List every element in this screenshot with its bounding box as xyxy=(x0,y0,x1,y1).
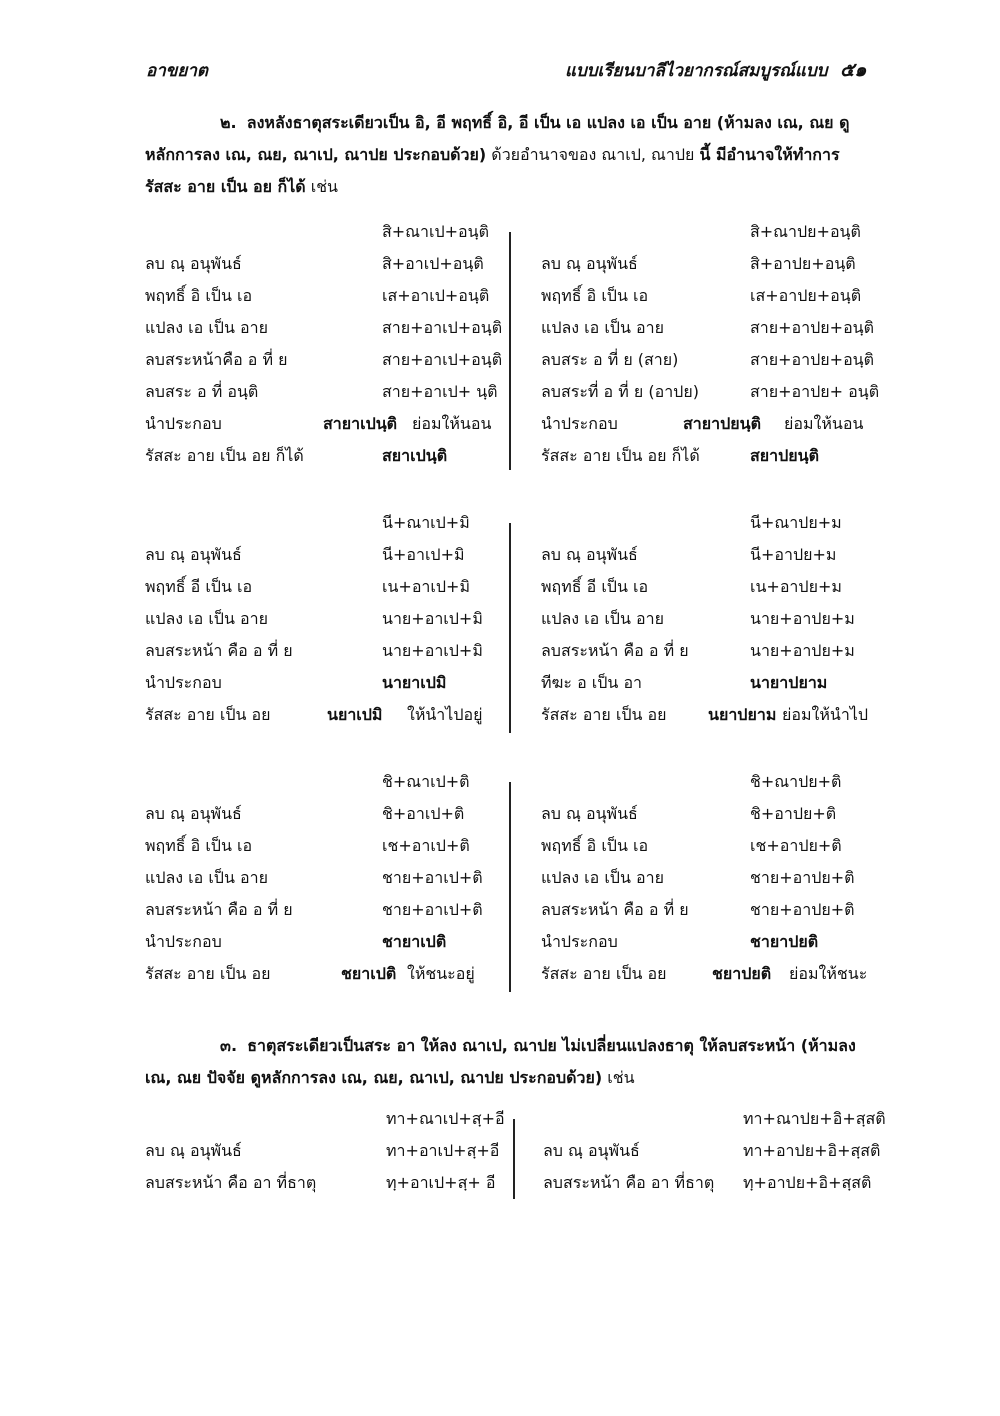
rule-2-text-2: นี้ มีอำนาจให้ทำการรัสสะ อาย เป็น อย ก็ได้ xyxy=(145,145,840,196)
step-value: ทฺ+อาเป+สฺ+ อี xyxy=(386,1173,496,1192)
step-label: ลบสระที่ อ ที่ ย (อาปย) xyxy=(541,382,699,401)
rassa-label: รัสสะ อาย เป็น อย ก็ได้ xyxy=(541,446,700,465)
rule-2-text: ลงหลังธาตุสระเดียวเป็น อิ, อี พฤทธิ์ อิ, อี เป็น เอ แปลง เอ เป็น อาย (ห้ามลง เณ, ณย ดูหลักการลง เณ, ณย, ณาเป, ณาปย ประกอบด้วย) xyxy=(145,113,850,164)
step-label: ลบสระหน้า คือ อา ที่ธาตุ xyxy=(145,1173,317,1192)
word-meaning: ย่อมให้ชนะ xyxy=(789,964,868,983)
step-value: ชาย+อาปย+ติ xyxy=(750,868,855,887)
rassa-label: รัสสะ อาย เป็น อย xyxy=(145,964,271,983)
rassa-label: รัสสะ อาย เป็น อย xyxy=(145,705,271,724)
block-1 xyxy=(145,220,880,480)
step-value: สาย+อาปย+อนฺติ xyxy=(750,318,874,337)
combine-label: ทีฆะ อ เป็น อา xyxy=(541,673,643,692)
combine-label: นำประกอบ xyxy=(145,673,222,692)
combined-word: สายาเปนฺติ xyxy=(323,414,398,433)
rassa-word: นยาปยาม xyxy=(708,705,777,724)
step-label: ลบสระหน้า คือ อา ที่ธาตุ xyxy=(543,1173,715,1192)
rassa-word: ชยาปยติ xyxy=(712,964,772,983)
block-4 xyxy=(145,1107,886,1207)
rule-2-plain-2: เช่น xyxy=(305,177,338,196)
rassa-word: นยาเปมิ xyxy=(327,705,383,724)
combined-word: ชายาเปติ xyxy=(382,932,447,951)
derivation-start: สิ+ณาปย+อนฺติ xyxy=(750,222,861,241)
derivation-start: สิ+ณาเป+อนฺติ xyxy=(382,222,489,241)
step-label: ลบ ณฺ อนุพันธ์ xyxy=(145,804,242,823)
step-value: นี+อาปย+ม xyxy=(750,545,837,564)
step-value: ชาย+อาเป+ติ xyxy=(382,868,483,887)
step-value: เส+อาปย+อนฺติ xyxy=(750,286,862,305)
step-label: แปลง เอ เป็น อาย xyxy=(145,318,268,337)
rule-3-plain: เช่น xyxy=(602,1068,635,1087)
word-meaning: ย่อมให้นอน xyxy=(784,414,864,433)
step-value: เน+อาปย+ม xyxy=(750,577,842,596)
step-value: ชาย+อาปย+ติ xyxy=(750,900,855,919)
page-number: ๕๑ xyxy=(840,59,867,81)
step-label: ลบ ณฺ อนุพันธ์ xyxy=(541,804,638,823)
step-label: ลบ ณฺ อนุพันธ์ xyxy=(145,545,242,564)
rassa-label: รัสสะ อาย เป็น อย xyxy=(541,964,667,983)
step-label: ลบ ณฺ อนุพันธ์ xyxy=(543,1141,640,1160)
step-label: แปลง เอ เป็น อาย xyxy=(541,609,664,628)
step-value: ชิ+อาปย+ติ xyxy=(750,804,837,823)
header-title: แบบเรียนบาลีไวยากรณ์สมบูรณ์แบบ xyxy=(565,61,828,81)
step-label: ลบ ณฺ อนุพันธ์ xyxy=(145,1141,242,1160)
step-value: เส+อาเป+อนฺติ xyxy=(382,286,490,305)
step-value: ชิ+อาเป+ติ xyxy=(382,804,465,823)
step-value: ทา+อาปย+อิ+สฺสติ xyxy=(743,1141,881,1160)
step-label: ลบ ณฺ อนุพันธ์ xyxy=(145,254,242,273)
rule-2-paragraph xyxy=(145,107,867,203)
step-value: นาย+อาปย+ม xyxy=(750,641,855,660)
step-label: พฤทธิ์ อิ เป็น เอ xyxy=(145,836,253,855)
combine-label: นำประกอบ xyxy=(145,414,222,433)
step-label: แปลง เอ เป็น อาย xyxy=(541,868,664,887)
header-chapter: อาขยาต xyxy=(146,61,208,81)
rassa-word: ชยาเปติ xyxy=(341,964,397,983)
step-value: เช+อาปย+ติ xyxy=(750,836,842,855)
rassa-word: สยาเปนฺติ xyxy=(382,446,448,465)
step-value: สาย+อาเป+อนฺติ xyxy=(382,350,503,369)
rassa-label: รัสสะ อาย เป็น อย xyxy=(541,705,667,724)
word-meaning: ให้ชนะอยู่ xyxy=(407,964,475,983)
block-2 xyxy=(145,511,870,741)
step-value: เน+อาเป+มิ xyxy=(382,577,470,596)
rule-3-paragraph xyxy=(145,1030,867,1094)
rule-3-number: ๓. xyxy=(220,1036,238,1055)
step-value: สาย+อาเป+ นฺติ xyxy=(382,382,498,401)
combined-word: ชายาปยติ xyxy=(750,932,819,951)
derivation-start: ชิ+ณาเป+ติ xyxy=(382,772,470,791)
step-value: นาย+อาปย+ม xyxy=(750,609,855,628)
step-value: สาย+อาปย+ อนฺติ xyxy=(750,382,880,401)
rule-2-plain: ด้วยอำนาจของ ณาเป, ณาปย xyxy=(486,145,700,164)
step-label: แปลง เอ เป็น อาย xyxy=(145,868,268,887)
combined-word: สายาปยนฺติ xyxy=(683,414,761,433)
step-label: ลบสระหน้า คือ อ ที่ ย xyxy=(541,900,689,919)
rule-2-number: ๒. xyxy=(220,113,237,132)
derivation-start: นี+ณาเป+มิ xyxy=(382,513,470,532)
step-label: แปลง เอ เป็น อาย xyxy=(145,609,268,628)
step-value: นาย+อาเป+มิ xyxy=(382,641,483,660)
step-label: พฤทธิ์ อิ เป็น เอ xyxy=(541,286,649,305)
rassa-word: สยาปยนฺติ xyxy=(750,446,819,465)
step-label: ลบสระหน้าคือ อ ที่ ย xyxy=(145,350,288,369)
rule-3-text: ธาตุสระเดียวเป็นสระ อา ให้ลง ณาเป, ณาปย ไม่เปลี่ยนแปลงธาตุ ให้ลบสระหน้า (ห้ามลง เณ, ณย ปัจจัย ดูหลักการลง เณ, ณย, ณาเป, ณาปย ประกอบด้วย) xyxy=(145,1036,856,1087)
step-label: พฤทธิ์ อิ เป็น เอ xyxy=(145,286,253,305)
step-label: ลบสระหน้า คือ อ ที่ ย xyxy=(145,900,293,919)
step-label: ลบสระหน้า คือ อ ที่ ย xyxy=(145,641,293,660)
step-label: พฤทธิ์ อี เป็น เอ xyxy=(145,577,253,596)
step-value: สิ+อาเป+อนฺติ xyxy=(382,254,484,273)
block-3 xyxy=(145,770,870,1000)
step-label: ลบ ณฺ อนุพันธ์ xyxy=(541,254,638,273)
step-label: แปลง เอ เป็น อาย xyxy=(541,318,664,337)
step-label: ลบสระ อ ที่ ย (สาย) xyxy=(541,350,679,369)
derivation-start: ทา+ณาเป+สฺ+อี xyxy=(386,1109,505,1128)
derivation-start: ชิ+ณาปย+ติ xyxy=(750,772,842,791)
combine-label: นำประกอบ xyxy=(145,932,222,951)
combine-label: นำประกอบ xyxy=(541,932,618,951)
step-label: พฤทธิ์ อี เป็น เอ xyxy=(541,577,649,596)
combine-label: นำประกอบ xyxy=(541,414,618,433)
step-value: สิ+อาปย+อนฺติ xyxy=(750,254,856,273)
step-value: เช+อาเป+ติ xyxy=(382,836,470,855)
step-label: พฤทธิ์ อิ เป็น เอ xyxy=(541,836,649,855)
step-value: สาย+อาเป+อนฺติ xyxy=(382,318,503,337)
word-meaning: ย่อมให้นอน xyxy=(412,414,492,433)
step-label: ลบ ณฺ อนุพันธ์ xyxy=(541,545,638,564)
combined-word: นายาเปมิ xyxy=(382,673,447,692)
step-value: ทา+อาเป+สฺ+อี xyxy=(386,1141,500,1160)
step-label: ลบสระหน้า คือ อ ที่ ย xyxy=(541,641,689,660)
step-label: ลบสระ อ ที่ อนฺติ xyxy=(145,382,259,401)
step-value: สาย+อาปย+อนฺติ xyxy=(750,350,874,369)
rassa-label: รัสสะ อาย เป็น อย ก็ได้ xyxy=(145,446,304,465)
step-value: นี+อาเป+มิ xyxy=(382,545,465,564)
derivation-start: นี+ณาปย+ม xyxy=(750,513,842,532)
word-meaning: ให้นำไปอยู่ xyxy=(407,705,483,724)
word-meaning: ย่อมให้นำไป xyxy=(782,705,869,724)
step-value: ทฺ+อาปย+อิ+สฺสติ xyxy=(743,1173,872,1192)
combined-word: นายาปยาม xyxy=(750,673,828,692)
step-value: ชาย+อาเป+ติ xyxy=(382,900,483,919)
step-value: นาย+อาเป+มิ xyxy=(382,609,483,628)
derivation-start: ทา+ณาปย+อิ+สฺสติ xyxy=(743,1109,886,1128)
